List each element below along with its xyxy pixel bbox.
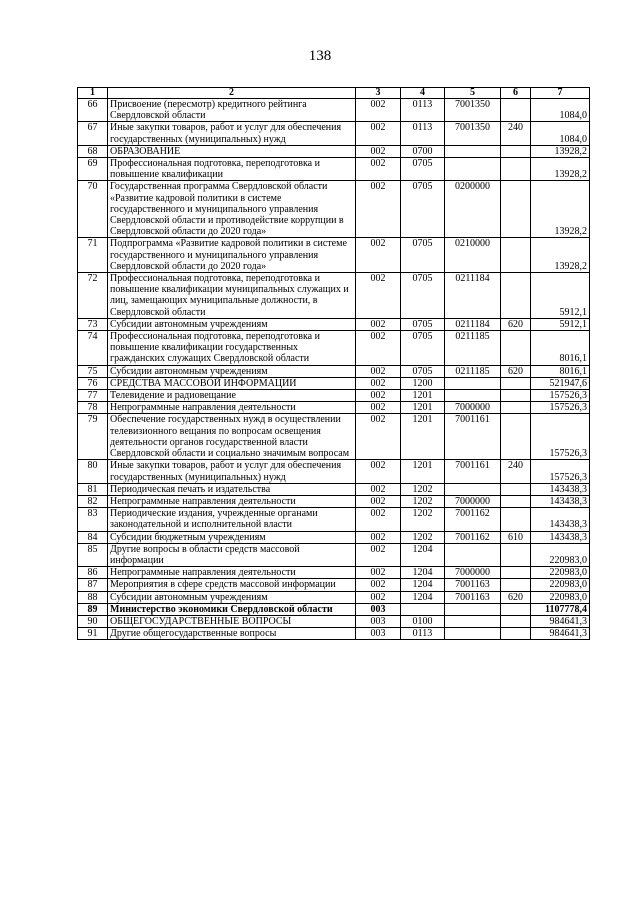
table-row [78, 591, 590, 603]
row-name: Подпрограмма «Развитие кадровой политики в системе государственного и муниципального управления Свердловской области до 2020 года» [108, 238, 356, 273]
amount: 157526,3 [531, 390, 590, 402]
section-code: 1201 [401, 460, 445, 483]
row-number: 68 [78, 145, 108, 157]
table-row [78, 331, 590, 366]
target-code: 7000000 [445, 402, 501, 414]
amount: 13928,2 [531, 181, 590, 238]
target-code [445, 603, 501, 615]
target-code [445, 615, 501, 627]
table-row [78, 158, 590, 181]
expense-type-code: 240 [501, 460, 531, 483]
amount: 1084,0 [531, 122, 590, 145]
expense-type-code [501, 158, 531, 181]
section-code: 1202 [401, 483, 445, 495]
row-name: Присвоение (пересмотр) кредитного рейтинга Свердловской области [108, 99, 356, 122]
amount: 5912,1 [531, 273, 590, 319]
row-name: ОБЩЕГОСУДАРСТВЕННЫЕ ВОПРОСЫ [108, 615, 356, 627]
amount: 143438,3 [531, 531, 590, 543]
row-number: 90 [78, 615, 108, 627]
row-number: 86 [78, 567, 108, 579]
row-number: 71 [78, 238, 108, 273]
row-name: Непрограммные направления деятельности [108, 402, 356, 414]
expense-type-code: 240 [501, 122, 531, 145]
row-number: 82 [78, 495, 108, 507]
section-code: 1204 [401, 543, 445, 566]
row-number: 74 [78, 331, 108, 366]
table-row [78, 615, 590, 627]
amount: 521947,6 [531, 377, 590, 389]
table-row [78, 318, 590, 330]
row-number: 88 [78, 591, 108, 603]
target-code: 7001163 [445, 591, 501, 603]
amount: 143438,3 [531, 483, 590, 495]
ministry-code: 002 [356, 158, 401, 181]
expense-type-code: 620 [501, 591, 531, 603]
row-name: Другие вопросы в области средств массовой информации [108, 543, 356, 566]
section-code: 0700 [401, 145, 445, 157]
ministry-code: 002 [356, 531, 401, 543]
section-code [401, 603, 445, 615]
row-name: Обеспечение государственных нужд в осуществлении телевизионного вещания по вопросам освещения деятельности органов государственной власти Свердловской области и социально значимым вопросам [108, 414, 356, 460]
ministry-code: 003 [356, 628, 401, 640]
amount: 1084,0 [531, 99, 590, 122]
target-code: 0211184 [445, 273, 501, 319]
table-row [78, 99, 590, 122]
header-col-5: 5 [445, 88, 501, 99]
expense-type-code [501, 181, 531, 238]
section-code: 0705 [401, 238, 445, 273]
section-code: 0100 [401, 615, 445, 627]
header-col-4: 4 [401, 88, 445, 99]
ministry-code: 002 [356, 543, 401, 566]
amount: 157526,3 [531, 460, 590, 483]
section-code: 1201 [401, 402, 445, 414]
table-row [78, 460, 590, 483]
row-name: Иные закупки товаров, работ и услуг для обеспечения государственных (муниципальных) нужд [108, 460, 356, 483]
row-name: Периодические издания, учрежденные органами законодательной и исполнительной власти [108, 508, 356, 531]
amount: 220983,0 [531, 567, 590, 579]
ministry-code: 002 [356, 567, 401, 579]
amount: 8016,1 [531, 331, 590, 366]
target-code [445, 390, 501, 402]
expense-type-code: 610 [501, 531, 531, 543]
row-number: 73 [78, 318, 108, 330]
ministry-code: 002 [356, 483, 401, 495]
row-number: 67 [78, 122, 108, 145]
row-name: Профессиональная подготовка, переподготовка и повышение квалификации [108, 158, 356, 181]
section-code: 0705 [401, 318, 445, 330]
section-code: 0113 [401, 99, 445, 122]
row-name: ОБРАЗОВАНИЕ [108, 145, 356, 157]
target-code: 7001162 [445, 531, 501, 543]
expense-type-code [501, 628, 531, 640]
ministry-code: 002 [356, 318, 401, 330]
section-code: 1201 [401, 414, 445, 460]
amount: 220983,0 [531, 579, 590, 591]
expense-type-code [501, 495, 531, 507]
amount: 984641,3 [531, 615, 590, 627]
expense-type-code [501, 567, 531, 579]
table-row [78, 122, 590, 145]
row-number: 85 [78, 543, 108, 566]
ministry-code: 002 [356, 591, 401, 603]
table-body [78, 99, 590, 640]
table-row [78, 531, 590, 543]
target-code: 7000000 [445, 495, 501, 507]
row-number: 75 [78, 365, 108, 377]
amount: 220983,0 [531, 543, 590, 566]
expense-type-code: 620 [501, 365, 531, 377]
ministry-code: 003 [356, 615, 401, 627]
section-code: 1204 [401, 591, 445, 603]
row-name: Телевидение и радиовещание [108, 390, 356, 402]
target-code: 7001161 [445, 414, 501, 460]
header-col-6: 6 [501, 88, 531, 99]
amount: 8016,1 [531, 365, 590, 377]
ministry-code: 002 [356, 495, 401, 507]
amount: 157526,3 [531, 402, 590, 414]
row-number: 81 [78, 483, 108, 495]
target-code: 0211185 [445, 331, 501, 366]
ministry-code: 002 [356, 145, 401, 157]
section-code: 1200 [401, 377, 445, 389]
ministry-code: 002 [356, 122, 401, 145]
target-code: 0211185 [445, 365, 501, 377]
row-name: Периодическая печать и издательства [108, 483, 356, 495]
target-code: 0200000 [445, 181, 501, 238]
row-number: 91 [78, 628, 108, 640]
section-code: 0705 [401, 181, 445, 238]
table-row [78, 181, 590, 238]
amount: 984641,3 [531, 628, 590, 640]
target-code: 7001350 [445, 99, 501, 122]
expense-type-code [501, 483, 531, 495]
table-row [78, 145, 590, 157]
table-row [78, 238, 590, 273]
table-row [78, 414, 590, 460]
amount: 220983,0 [531, 591, 590, 603]
ministry-code: 002 [356, 181, 401, 238]
section-code: 0705 [401, 273, 445, 319]
ministry-code: 002 [356, 402, 401, 414]
expense-type-code: 620 [501, 318, 531, 330]
row-name: Непрограммные направления деятельности [108, 567, 356, 579]
expense-type-code [501, 508, 531, 531]
section-code: 1202 [401, 531, 445, 543]
table-row [78, 402, 590, 414]
section-code: 1204 [401, 567, 445, 579]
amount: 143438,3 [531, 508, 590, 531]
expense-type-code [501, 402, 531, 414]
expense-type-code [501, 331, 531, 366]
expense-type-code [501, 543, 531, 566]
row-name: Иные закупки товаров, работ и услуг для обеспечения государственных (муниципальных) нужд [108, 122, 356, 145]
target-code: 0210000 [445, 238, 501, 273]
row-name: Профессиональная подготовка, переподготовка и повышение квалификации муниципальных служащих и лиц, замещающих муниципальные должности, в Свердловской области [108, 273, 356, 319]
amount: 157526,3 [531, 414, 590, 460]
expense-type-code [501, 273, 531, 319]
row-number: 69 [78, 158, 108, 181]
row-number: 70 [78, 181, 108, 238]
row-name: Государственная программа Свердловской области «Развитие кадровой политики в системе государственного и муниципального управления Свердловской области и противодействие коррупции в Свердловской области до 2020 года» [108, 181, 356, 238]
table-row [78, 508, 590, 531]
row-name: Мероприятия в сфере средств массовой информации [108, 579, 356, 591]
ministry-code: 002 [356, 390, 401, 402]
ministry-code: 002 [356, 331, 401, 366]
amount: 13928,2 [531, 238, 590, 273]
table-row [78, 273, 590, 319]
row-name: СРЕДСТВА МАССОВОЙ ИНФОРМАЦИИ [108, 377, 356, 389]
section-code: 0113 [401, 122, 445, 145]
ministry-code: 002 [356, 238, 401, 273]
row-number: 83 [78, 508, 108, 531]
section-code: 0705 [401, 331, 445, 366]
ministry-code: 002 [356, 273, 401, 319]
expense-type-code [501, 145, 531, 157]
expense-type-code [501, 390, 531, 402]
expense-type-code [501, 603, 531, 615]
target-code: 0211184 [445, 318, 501, 330]
row-number: 89 [78, 603, 108, 615]
expense-type-code [501, 579, 531, 591]
section-code: 1202 [401, 508, 445, 531]
row-number: 72 [78, 273, 108, 319]
section-code: 0705 [401, 365, 445, 377]
amount: 1107778,4 [531, 603, 590, 615]
target-code: 7001163 [445, 579, 501, 591]
row-number: 76 [78, 377, 108, 389]
table-row [78, 495, 590, 507]
section-code: 1201 [401, 390, 445, 402]
table-row [78, 579, 590, 591]
table-row [78, 483, 590, 495]
target-code [445, 628, 501, 640]
ministry-code: 002 [356, 99, 401, 122]
row-number: 80 [78, 460, 108, 483]
header-col-1: 1 [78, 88, 108, 99]
target-code [445, 483, 501, 495]
table-header-row [78, 88, 590, 99]
expense-type-code [501, 238, 531, 273]
table-row [78, 365, 590, 377]
row-number: 79 [78, 414, 108, 460]
ministry-code: 002 [356, 579, 401, 591]
budget-table [77, 87, 590, 640]
row-number: 78 [78, 402, 108, 414]
row-name: Субсидии автономным учреждениям [108, 591, 356, 603]
table-row [78, 603, 590, 615]
target-code [445, 543, 501, 566]
target-code [445, 158, 501, 181]
expense-type-code [501, 377, 531, 389]
row-name: Субсидии бюджетным учреждениям [108, 531, 356, 543]
table-row [78, 567, 590, 579]
ministry-code: 002 [356, 460, 401, 483]
row-name: Непрограммные направления деятельности [108, 495, 356, 507]
ministry-code: 002 [356, 508, 401, 531]
row-name: Другие общегосударственные вопросы [108, 628, 356, 640]
table-row [78, 390, 590, 402]
expense-type-code [501, 615, 531, 627]
header-col-7: 7 [531, 88, 590, 99]
target-code [445, 377, 501, 389]
row-number: 87 [78, 579, 108, 591]
page-number: 138 [308, 48, 332, 64]
header-col-3: 3 [356, 88, 401, 99]
header-col-2: 2 [108, 88, 356, 99]
table-row [78, 377, 590, 389]
amount: 143438,3 [531, 495, 590, 507]
target-code: 7001162 [445, 508, 501, 531]
amount: 13928,2 [531, 158, 590, 181]
amount: 13928,2 [531, 145, 590, 157]
target-code [445, 145, 501, 157]
expense-type-code [501, 414, 531, 460]
ministry-code: 002 [356, 414, 401, 460]
section-code: 0705 [401, 158, 445, 181]
row-number: 77 [78, 390, 108, 402]
row-name: Профессиональная подготовка, переподготовка и повышение квалификации государственных гражданских служащих Свердловской области [108, 331, 356, 366]
ministry-code: 002 [356, 377, 401, 389]
section-code: 1202 [401, 495, 445, 507]
table-row [78, 628, 590, 640]
section-code: 1204 [401, 579, 445, 591]
row-number: 84 [78, 531, 108, 543]
row-name: Субсидии автономным учреждениям [108, 365, 356, 377]
target-code: 7000000 [445, 567, 501, 579]
ministry-code: 003 [356, 603, 401, 615]
row-name: Субсидии автономным учреждениям [108, 318, 356, 330]
expense-type-code [501, 99, 531, 122]
target-code: 7001161 [445, 460, 501, 483]
section-code: 0113 [401, 628, 445, 640]
ministry-code: 002 [356, 365, 401, 377]
amount: 5912,1 [531, 318, 590, 330]
target-code: 7001350 [445, 122, 501, 145]
table-row [78, 543, 590, 566]
row-number: 66 [78, 99, 108, 122]
row-name: Министерство экономики Свердловской области [108, 603, 356, 615]
